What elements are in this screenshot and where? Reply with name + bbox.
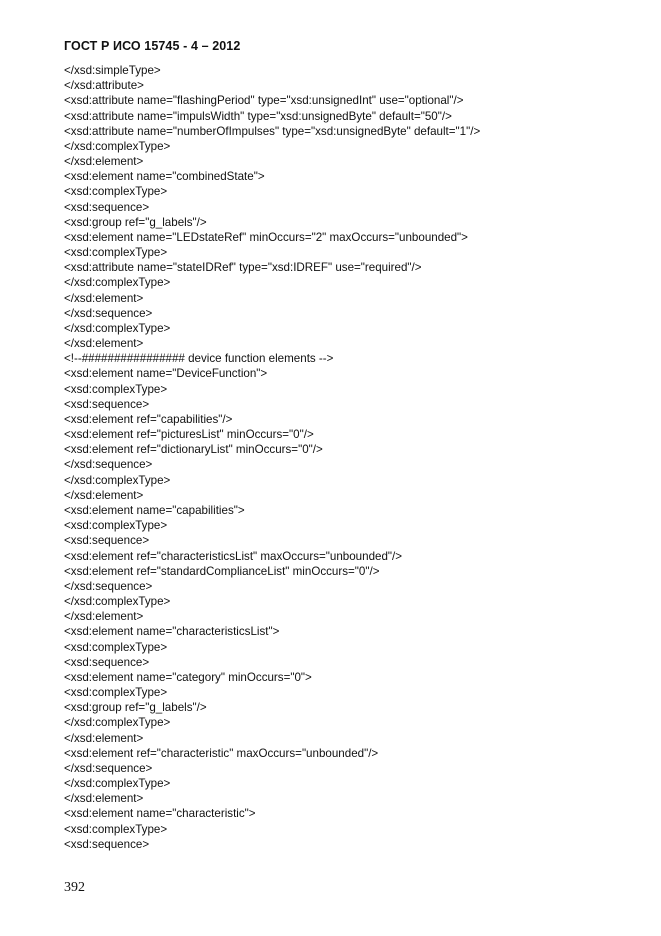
code-line: </xsd:element>: [64, 291, 144, 305]
code-line: <xsd:sequence>: [64, 655, 150, 669]
code-line: </xsd:sequence>: [64, 761, 153, 775]
code-line: <xsd:element name="capabilities">: [64, 503, 245, 517]
code-line: </xsd:element>: [64, 792, 144, 806]
code-line: </xsd:complexType>: [64, 595, 171, 609]
document-header: ГОСТ Р ИСО 15745 - 4 – 2012: [64, 39, 241, 53]
code-line: </xsd:complexType>: [64, 777, 171, 791]
code-line: <xsd:element name="combinedState">: [64, 170, 265, 184]
code-line: </xsd:sequence>: [64, 579, 153, 593]
code-line: </xsd:element>: [64, 610, 144, 624]
code-line: </xsd:element>: [64, 155, 144, 169]
code-line: <xsd:complexType>: [64, 519, 168, 533]
code-line: <xsd:attribute name="numberOfImpulses" type="xsd:unsignedByte" default="1"/>: [64, 124, 481, 138]
code-line: </xsd:attribute>: [64, 79, 144, 93]
code-line: <xsd:group ref="g_labels"/>: [64, 215, 207, 229]
code-line: <xsd:element ref="standardComplianceList" minOccurs="0"/>: [64, 564, 380, 578]
code-line: </xsd:element>: [64, 337, 144, 351]
code-line: </xsd:complexType>: [64, 716, 171, 730]
code-line: <!--################ device function elements -->: [64, 352, 334, 366]
code-line: </xsd:sequence>: [64, 458, 153, 472]
code-line: </xsd:complexType>: [64, 276, 171, 290]
code-line: </xsd:element>: [64, 488, 144, 502]
code-line: <xsd:complexType>: [64, 382, 168, 396]
code-line: <xsd:sequence>: [64, 200, 150, 214]
code-line: <xsd:element ref="characteristicsList" maxOccurs="unbounded"/>: [64, 549, 403, 563]
code-line: <xsd:complexType>: [64, 640, 168, 654]
code-line: <xsd:complexType>: [64, 246, 168, 260]
code-line: <xsd:attribute name="stateIDRef" type="xsd:IDREF" use="required"/>: [64, 261, 422, 275]
code-line: <xsd:element name="category" minOccurs="0">: [64, 670, 312, 684]
code-line: <xsd:complexType>: [64, 686, 168, 700]
code-line: </xsd:complexType>: [64, 139, 171, 153]
code-line: <xsd:element ref="dictionaryList" minOccurs="0"/>: [64, 443, 323, 457]
code-line: </xsd:element>: [64, 731, 144, 745]
code-line: <xsd:element name="LEDstateRef" minOccurs="2" maxOccurs="unbounded">: [64, 230, 468, 244]
code-line: </xsd:simpleType>: [64, 64, 161, 77]
code-line: <xsd:element name="characteristicsList">: [64, 625, 280, 639]
code-line: <xsd:element ref="characteristic" maxOccurs="unbounded"/>: [64, 746, 379, 760]
code-line: <xsd:element name="characteristic">: [64, 807, 256, 821]
code-line: <xsd:attribute name="flashingPeriod" type="xsd:unsignedInt" use="optional"/>: [64, 94, 464, 108]
code-line: </xsd:sequence>: [64, 306, 153, 320]
code-line: </xsd:complexType>: [64, 473, 171, 487]
code-line: <xsd:complexType>: [64, 822, 168, 836]
page-number: 392: [64, 880, 85, 895]
code-line: <xsd:complexType>: [64, 185, 168, 199]
code-line: <xsd:element ref="picturesList" minOccurs="0"/>: [64, 428, 314, 442]
code-line: <xsd:sequence>: [64, 534, 150, 548]
code-line: <xsd:attribute name="impulsWidth" type="xsd:unsignedByte" default="50"/>: [64, 109, 452, 123]
code-line: <xsd:sequence>: [64, 837, 150, 851]
code-line: <xsd:element ref="capabilities"/>: [64, 412, 233, 426]
code-line: <xsd:element name="DeviceFunction">: [64, 367, 268, 381]
xsd-code-block: [64, 63, 480, 852]
code-line: <xsd:sequence>: [64, 397, 150, 411]
code-line: </xsd:complexType>: [64, 321, 171, 335]
code-line: <xsd:group ref="g_labels"/>: [64, 701, 207, 715]
